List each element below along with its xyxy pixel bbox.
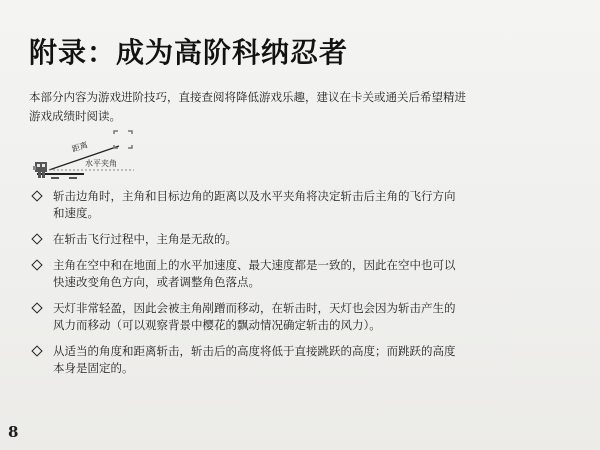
diamond-bullet-icon [31, 302, 42, 313]
page-number: 8 [8, 423, 19, 441]
list-item [29, 231, 459, 248]
list-item-text: 在斩击飞行过程中，主角是无敌的。 [53, 232, 237, 246]
diamond-bullet-icon [31, 259, 42, 270]
list-item [29, 343, 459, 377]
tips-list [29, 188, 459, 386]
distance-label: 距离 [70, 140, 89, 154]
diamond-bullet-icon [31, 345, 42, 356]
list-item [29, 257, 459, 291]
target-corner-icon [114, 131, 132, 148]
list-item-text: 从适当的角度和距离斩击，斩击后的高度将低于直接跳跃的高度；而跳跃的高度本身是固定的。 [53, 344, 456, 375]
page-title: 附录：成为高阶科纳忍者 [29, 36, 349, 69]
list-item [29, 300, 459, 334]
slash-diagram [29, 128, 149, 188]
list-item [29, 188, 459, 222]
diamond-bullet-icon [31, 233, 42, 244]
intro-paragraph: 本部分内容为游戏进阶技巧，直接查阅将降低游戏乐趣，建议在卡关或通关后希望精进游戏成绩时阅读。 [29, 90, 466, 123]
list-item-text: 主角在空中和在地面上的水平加速度、最大速度都是一致的，因此在空中也可以快速改变角色方向，或者调整角色落点。 [53, 258, 456, 289]
list-item-text: 斩击边角时，主角和目标边角的距离以及水平夹角将决定斩击后主角的飞行方向和速度。 [53, 189, 456, 220]
diamond-bullet-icon [31, 190, 42, 201]
list-item-text: 天灯非常轻盈，因此会被主角剐蹭而移动，在斩击时，天灯也会因为斩击产生的风力而移动（可以观察背景中樱花的飘动情况确定斩击的风力）。 [53, 301, 456, 332]
angle-label: 水平夹角 [85, 159, 117, 168]
ninja-icon [33, 162, 47, 178]
